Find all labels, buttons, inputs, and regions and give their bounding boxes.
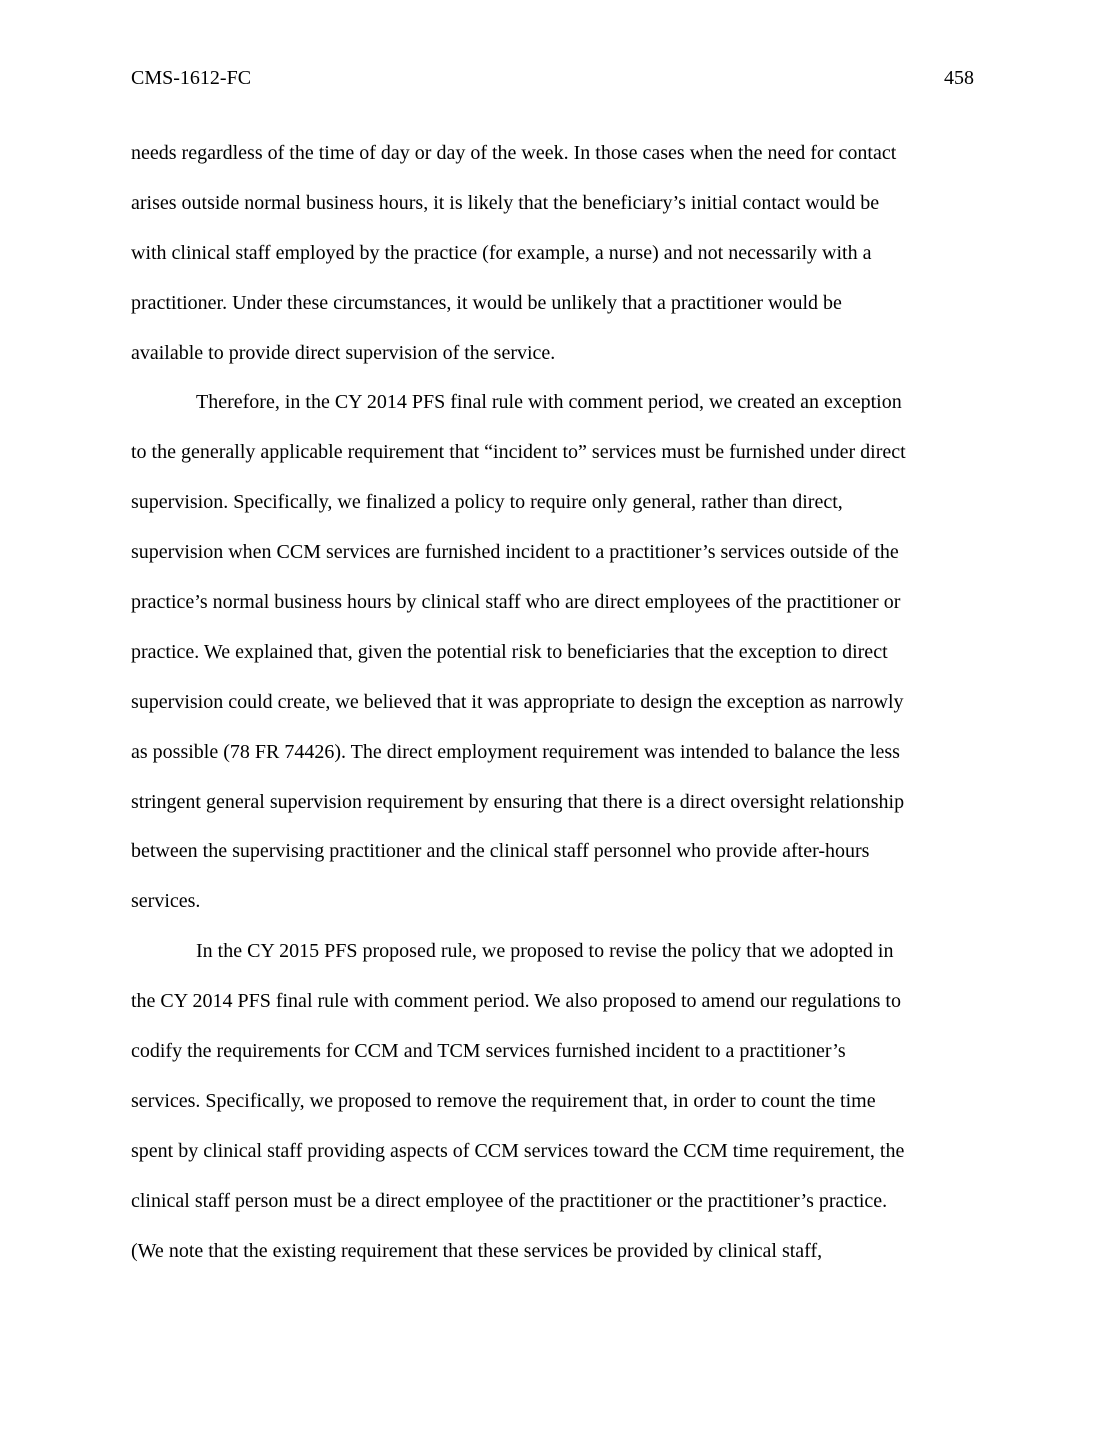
text-line: (We note that the existing requirement that these services be provided by clinical staff, (131, 1239, 823, 1262)
text-line: stringent general supervision requirement by ensuring that there is a direct oversight relationship (131, 790, 905, 813)
text-line: services. (131, 890, 201, 913)
text-line: services. Specifically, we proposed to remove the requirement that, in order to count the time (131, 1089, 876, 1112)
text-line: practitioner. Under these circumstances, it would be unlikely that a practitioner would be (131, 291, 842, 314)
text-line: to the generally applicable requirement that “incident to” services must be furnished under direct (131, 441, 906, 464)
text-line: practice’s normal business hours by clinical staff who are direct employees of the practitioner or (131, 591, 901, 614)
text-line: the CY 2014 PFS final rule with comment period. We also proposed to amend our regulations to (131, 990, 901, 1013)
text-line: with clinical staff employed by the practice (for example, a nurse) and not necessarily with a (131, 241, 872, 264)
text-line: practice. We explained that, given the potential risk to beneficiaries that the exception to direct (131, 640, 888, 663)
page-number: 458 (944, 67, 974, 89)
text-line: supervision. Specifically, we finalized a policy to require only general, rather than direct, (131, 491, 843, 514)
paragraph-start-line: Therefore, in the CY 2014 PFS final rule with comment period, we created an exception (196, 391, 902, 414)
text-line: spent by clinical staff providing aspects of CCM services toward the CCM time requirement, the (131, 1139, 905, 1162)
text-line: needs regardless of the time of day or day of the week. In those cases when the need for contact (131, 142, 897, 164)
text-line: arises outside normal business hours, it is likely that the beneficiary’s initial contact would be (131, 191, 880, 214)
text-line: supervision when CCM services are furnished incident to a practitioner’s services outside of the (131, 541, 899, 564)
body-text (131, 129, 981, 1276)
text-line: clinical staff person must be a direct employee of the practitioner or the practitioner’s practice. (131, 1189, 888, 1212)
text-line: as possible (78 FR 74426). The direct employment requirement was intended to balance the less (131, 740, 900, 763)
text-line: codify the requirements for CCM and TCM services furnished incident to a practitioner’s (131, 1040, 846, 1063)
text-line: available to provide direct supervision of the service. (131, 341, 556, 364)
text-line: supervision could create, we believed that it was appropriate to design the exception as narrowly (131, 690, 904, 713)
paragraph-start-line: In the CY 2015 PFS proposed rule, we proposed to revise the policy that we adopted in (196, 940, 894, 963)
text-line: between the supervising practitioner and the clinical staff personnel who provide after-hours (131, 840, 870, 863)
document-id: CMS-1612-FC (131, 67, 252, 89)
